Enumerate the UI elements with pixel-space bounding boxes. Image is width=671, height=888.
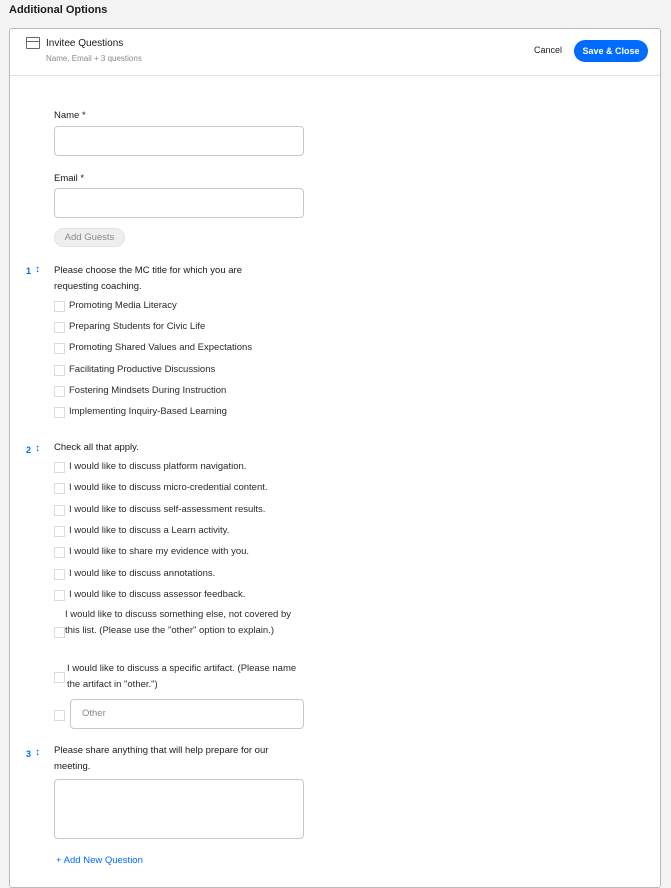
section-title: Additional Options (9, 4, 108, 16)
checkbox[interactable] (54, 386, 65, 397)
cancel-button[interactable]: Cancel (534, 45, 563, 55)
question-number: 3 (26, 749, 32, 759)
checkbox[interactable] (54, 407, 65, 418)
checkbox[interactable] (54, 343, 65, 354)
question-text: Please share anything that will help prepare for our meeting. (54, 745, 269, 772)
checkbox[interactable] (54, 590, 65, 601)
checkbox[interactable] (54, 569, 65, 580)
card-title: Invitee Questions (46, 38, 124, 49)
save-close-button[interactable]: Save & Close (574, 40, 648, 62)
answer-textarea[interactable] (54, 779, 304, 839)
checkbox[interactable] (54, 526, 65, 537)
card-header (10, 29, 660, 76)
checkbox[interactable] (54, 301, 65, 312)
name-field[interactable] (54, 126, 304, 156)
drag-handle-icon[interactable]: ↕ (35, 747, 40, 758)
question-number: 2 (26, 445, 32, 455)
window-icon (26, 37, 40, 49)
checkbox[interactable] (54, 627, 65, 638)
checkbox[interactable] (54, 462, 65, 473)
checkbox[interactable] (54, 483, 65, 494)
add-guests-button[interactable]: Add Guests (54, 228, 125, 247)
drag-handle-icon[interactable]: ↕ (35, 443, 40, 454)
checkbox-option[interactable]: I would like to discuss something else, not covered by this list. (Please use the "other" option to explain.) (54, 607, 314, 657)
add-new-question-button[interactable]: + Add New Question (56, 855, 143, 866)
question-text: Check all that apply. (54, 442, 139, 453)
checkbox[interactable] (54, 672, 65, 683)
question-text: Please choose the MC title for which you are requesting coaching. (54, 265, 242, 292)
email-label: Email * (54, 173, 85, 184)
checkbox-option[interactable]: I would like to discuss a specific artifact. (Please name the artifact in "other.") (54, 661, 314, 695)
checkbox[interactable] (54, 365, 65, 376)
drag-handle-icon[interactable]: ↕ (35, 264, 40, 275)
question-number: 1 (26, 266, 32, 276)
checkbox[interactable] (54, 547, 65, 558)
card-subtitle: Name, Email + 3 questions (46, 54, 142, 63)
checkbox[interactable] (54, 505, 65, 516)
name-label: Name * (54, 110, 86, 121)
checkbox[interactable] (54, 322, 65, 333)
invitee-questions-card: Invitee Questions Name, Email + 3 questions Cancel Save & Close Name * Email * Add Guests 1 ↕ Please choose the MC title for which you are requesting coaching. Promoting Media Literacy Preparing Students for Civic Life Promoting Shared Values and Expectations Facilitating Productive Discussions Fostering Mindsets During Instruction Implementing Inquiry-Based Learning 2 ↕ Check all that apply. I would like to discuss platform navigation. I would like to discuss micro-credential content. I would like to discuss self-assessment results. I would like to discuss a Learn activity. I would like to share my evidence with you. I would like to discuss annotations. I would like to discuss assessor feedback. I would like to discuss something else, not covered by this list. (Please use the "other" option to explain.) I would like to discuss a specific artifact. (Please name the artifact in "other.") Other 3 ↕ Please share anything that will help prepare for our meeting. + Add New Question (9, 28, 661, 888)
other-input[interactable]: Other (70, 699, 304, 729)
other-checkbox[interactable] (54, 710, 65, 721)
email-field[interactable] (54, 188, 304, 218)
